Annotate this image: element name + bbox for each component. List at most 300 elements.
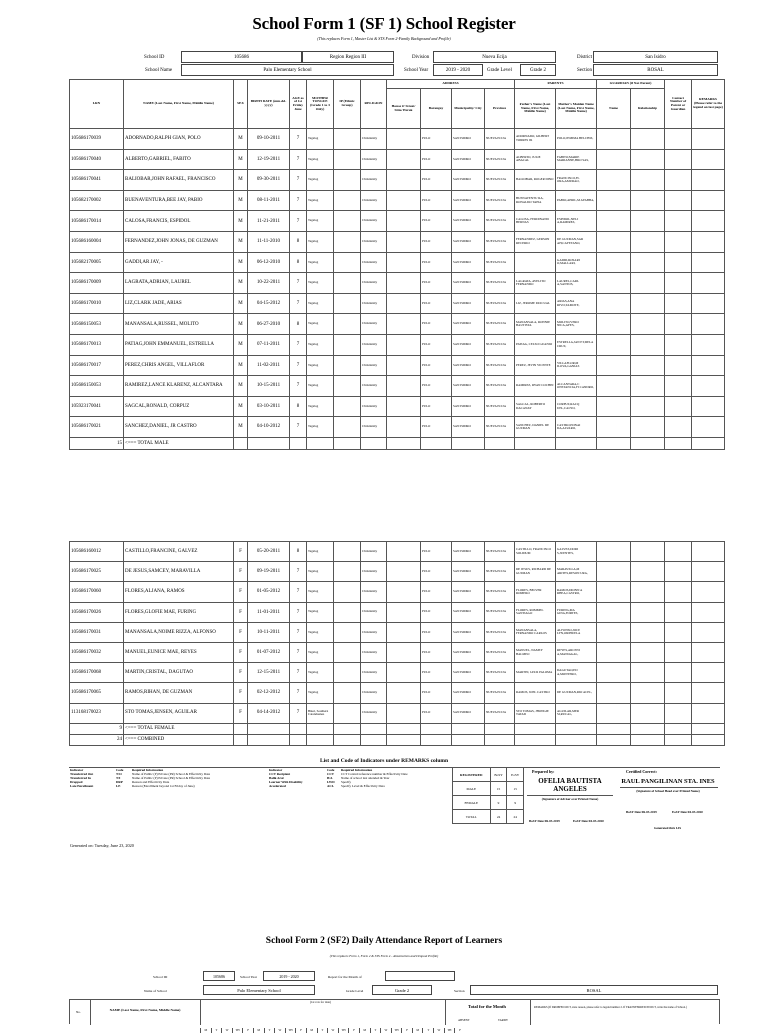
cell-age: 7 bbox=[290, 642, 307, 662]
cell-tongue: Tagalog bbox=[307, 314, 334, 335]
cell-grel bbox=[631, 376, 665, 397]
summary-table bbox=[452, 767, 524, 824]
cell-grel bbox=[631, 273, 665, 294]
table-row bbox=[70, 376, 725, 397]
sf2-dates-label: (1st row for date) bbox=[310, 1000, 331, 1004]
ind-col-required-r: Required Information bbox=[341, 768, 373, 772]
sf2-day-grid bbox=[200, 1018, 461, 1036]
region-label: Region bbox=[329, 54, 345, 60]
cell-house bbox=[387, 376, 421, 397]
cell-name: MANUEL,EUNICE MAE, REYES bbox=[124, 642, 234, 662]
indicators-divider bbox=[69, 767, 720, 768]
cell-barangay: PULO bbox=[421, 190, 452, 211]
ind-col-required: Required Information bbox=[132, 768, 164, 772]
cell-birth: 04-15-2012 bbox=[248, 293, 290, 314]
indicator-info: Name of Public (P) Private (PR) School & Effectivity Date bbox=[132, 771, 211, 776]
day-header: T bbox=[264, 1028, 275, 1033]
cell-name: MANANSALA,NOIME RIZZA, ALFONSO bbox=[124, 622, 234, 642]
cell-lrn: 105686170039 bbox=[70, 129, 124, 150]
sf2-no-label: No. bbox=[76, 1010, 81, 1014]
cell-municipality: SAN ISIDRO bbox=[452, 376, 485, 397]
cell-municipality: SAN ISIDRO bbox=[452, 703, 485, 723]
sum-male-label: MALE bbox=[453, 782, 491, 796]
division-field: Nueva Ecija bbox=[433, 51, 556, 63]
prepared-label: Prepared by: bbox=[532, 769, 555, 774]
cell-barangay: PULO bbox=[421, 683, 452, 703]
cell-municipality: SAN ISIDRO bbox=[452, 602, 485, 622]
certified-name: RAUL PANGILINAN STA. INES bbox=[621, 778, 715, 785]
cell-province: NUEVA ECIJA bbox=[485, 376, 515, 397]
cell-remarks bbox=[692, 562, 725, 582]
cell-name: CALOSA,FRANCIS, ESPIDOL bbox=[124, 211, 234, 232]
cell-contact bbox=[665, 129, 692, 150]
indicator-indicator: Learner With Disability bbox=[269, 779, 303, 784]
cell-barangay: PULO bbox=[421, 417, 452, 438]
cell-mother: LAUREL,CARL A,SANTOS, bbox=[556, 273, 597, 294]
indicator-info: Name of school last attended & Year bbox=[341, 775, 390, 780]
cell-age: 8 bbox=[290, 252, 307, 273]
table-row bbox=[70, 252, 725, 273]
cell-age: 7 bbox=[290, 376, 307, 397]
cell-ip bbox=[334, 376, 361, 397]
indicator-indicator: Dropped bbox=[70, 779, 83, 784]
cell-municipality: SAN ISIDRO bbox=[452, 190, 485, 211]
cell-remarks bbox=[692, 170, 725, 191]
cell-birth: 10-15-2011 bbox=[248, 376, 290, 397]
cell-remarks bbox=[692, 273, 725, 294]
cell-lrn: 105682170002 bbox=[70, 190, 124, 211]
cell-remarks bbox=[692, 129, 725, 150]
cell-tongue: Tagalog bbox=[307, 396, 334, 417]
indicator-code: ACL bbox=[327, 783, 334, 788]
total-female-row bbox=[70, 723, 725, 734]
cell-grel bbox=[631, 703, 665, 723]
cell-remarks bbox=[692, 622, 725, 642]
cell-age: 7 bbox=[290, 622, 307, 642]
day-header: T bbox=[370, 1028, 381, 1033]
grade-level-label: Grade Level bbox=[487, 68, 512, 73]
header-remarks-note: (Please refer to the legend on last page) bbox=[693, 101, 723, 109]
cell-age: 7 bbox=[290, 355, 307, 376]
day-header: M bbox=[359, 1028, 370, 1033]
table-row bbox=[70, 334, 725, 355]
cell-municipality: SAN ISIDRO bbox=[452, 314, 485, 335]
cell-barangay: PULO bbox=[421, 129, 452, 150]
cell-sex: M bbox=[234, 149, 248, 170]
cell-mother: FRANCISCO,FL ORA,AMURAO, bbox=[556, 170, 597, 191]
cell-gname bbox=[597, 231, 631, 252]
cell-municipality: SAN ISIDRO bbox=[452, 542, 485, 562]
indicator-code: DRP bbox=[116, 779, 123, 784]
cell-age: 7 bbox=[290, 663, 307, 683]
cell-remarks bbox=[692, 211, 725, 232]
school-name-label: School Name bbox=[145, 68, 173, 73]
cell-barangay: PULO bbox=[421, 149, 452, 170]
cell-remarks bbox=[692, 582, 725, 602]
cell-province: NUEVA ECIJA bbox=[485, 582, 515, 602]
cell-grel bbox=[631, 190, 665, 211]
sum-total-label: TOTAL bbox=[453, 810, 491, 824]
cell-sex: F bbox=[234, 562, 248, 582]
sum-bosy: BoSY bbox=[490, 768, 507, 782]
cell-tongue: Tagalog bbox=[307, 129, 334, 150]
cell-religion: Christianity bbox=[361, 582, 387, 602]
cell-age: 7 bbox=[290, 602, 307, 622]
sf2-divider-4 bbox=[530, 1000, 531, 1025]
header-father: Father's Name (Last Name, First Name, Middle Name) bbox=[515, 89, 556, 129]
register-table-female bbox=[69, 541, 725, 746]
sf2-absent-label: ABSENT bbox=[458, 1018, 470, 1022]
cell-municipality: SAN ISIDRO bbox=[452, 417, 485, 438]
table-row bbox=[70, 642, 725, 662]
cell-religion: Christianity bbox=[361, 703, 387, 723]
cell-birth: 11-11-2010 bbox=[248, 231, 290, 252]
cell-lrn: 105686150053 bbox=[70, 376, 124, 397]
cell-sex: F bbox=[234, 622, 248, 642]
cell-barangay: PULO bbox=[421, 642, 452, 662]
sf2-remarks-label: REMARKS (If DROPPED OUT, state reason, please refer to legend number 2. If TRANSFERRED IN/OUT, write the name of School.) bbox=[534, 1006, 687, 1009]
header-guardian: GUARDIAN (if Not Parent) bbox=[597, 80, 665, 89]
indicators-table-right bbox=[268, 769, 460, 789]
header-province: Province bbox=[485, 89, 515, 129]
cell-tongue: Tagalog bbox=[307, 562, 334, 582]
header-contact: Contact Number of Parent or Guardian bbox=[665, 80, 692, 129]
cell-lrn: 113168170023 bbox=[70, 703, 124, 723]
cell-province: NUEVA ECIJA bbox=[485, 334, 515, 355]
cell-tongue: Tagalog bbox=[307, 273, 334, 294]
cell-name: GADDI,AR JAY, - bbox=[124, 252, 234, 273]
cell-contact bbox=[665, 703, 692, 723]
cell-ip bbox=[334, 211, 361, 232]
cell-birth: 01-05-2012 bbox=[248, 582, 290, 602]
cell-lrn: 105686170025 bbox=[70, 562, 124, 582]
cell-birth: 11-02-2011 bbox=[248, 355, 290, 376]
cell-remarks bbox=[692, 149, 725, 170]
cell-birth: 12-19-2011 bbox=[248, 149, 290, 170]
day-header: F bbox=[454, 1028, 465, 1033]
sum-female-eosy: 9 bbox=[507, 796, 524, 810]
cell-contact bbox=[665, 542, 692, 562]
cell-contact bbox=[665, 211, 692, 232]
cell-birth: 11-21-2011 bbox=[248, 211, 290, 232]
cell-tongue: Tagalog bbox=[307, 542, 334, 562]
table-row bbox=[70, 542, 725, 562]
cell-birth: 04-14-2012 bbox=[248, 703, 290, 723]
header-age: AGE as of 1st Friday June bbox=[290, 80, 307, 129]
cell-province: NUEVA ECIJA bbox=[485, 293, 515, 314]
cell-father: FLORES, ROMMEL SANTIAGO bbox=[515, 602, 556, 622]
cell-lrn: 105686170009 bbox=[70, 273, 124, 294]
cell-mother: DE GUZMAN,RIO ACEL, bbox=[556, 683, 597, 703]
cell-religion: Christianity bbox=[361, 273, 387, 294]
cell-mother: POLO,JEMIMA BELCHIZ, bbox=[556, 129, 597, 150]
cell-province: NUEVA ECIJA bbox=[485, 170, 515, 191]
sf2-table-header bbox=[69, 999, 720, 1032]
cell-name: SANCHEZ,DANIEL, JR CASTRO bbox=[124, 417, 234, 438]
cell-gname bbox=[597, 252, 631, 273]
cell-remarks bbox=[692, 542, 725, 562]
header-ip: IP (Ethnic Group) bbox=[334, 80, 361, 129]
cell-remarks bbox=[692, 602, 725, 622]
sf2-grade-level-label: Grade Level bbox=[346, 989, 364, 993]
day-header: TH bbox=[444, 1028, 455, 1033]
indicator-indicator: Accelerated bbox=[269, 783, 286, 788]
prepared-caption: (Signature of Adviser over Printed Name) bbox=[541, 797, 599, 801]
cell-municipality: SAN ISIDRO bbox=[452, 211, 485, 232]
table-row bbox=[70, 170, 725, 191]
cell-mother: VILLAFLOR,M ILOVA,GANIAS bbox=[556, 355, 597, 376]
cell-remarks bbox=[692, 355, 725, 376]
cell-tongue: Tagalog bbox=[307, 170, 334, 191]
day-header: T bbox=[317, 1028, 328, 1033]
cell-lrn: 105686170040 bbox=[70, 149, 124, 170]
cell-grel bbox=[631, 622, 665, 642]
table-row bbox=[70, 129, 725, 150]
cell-grel bbox=[631, 582, 665, 602]
sf2-total-label: Total for the Month bbox=[468, 1004, 506, 1009]
male-rows bbox=[70, 129, 725, 438]
cell-mother: GALVEZ,DORI S,JUENTES, bbox=[556, 542, 597, 562]
cell-ip bbox=[334, 334, 361, 355]
indicator-row bbox=[69, 785, 265, 789]
cell-birth: 07-11-2011 bbox=[248, 334, 290, 355]
cell-lrn: 105686170032 bbox=[70, 642, 124, 662]
indicator-code: T/I bbox=[116, 775, 121, 780]
cell-birth: 10-22-2011 bbox=[248, 273, 290, 294]
cell-lrn: 105686160004 bbox=[70, 231, 124, 252]
cell-birth: 06-12-2010 bbox=[248, 252, 290, 273]
sum-female-label: FEMALE bbox=[453, 796, 491, 810]
cell-contact bbox=[665, 252, 692, 273]
cell-house bbox=[387, 293, 421, 314]
ind-col-indicator: Indicator bbox=[70, 768, 84, 772]
cell-ip bbox=[334, 582, 361, 602]
cell-lrn: 105686170041 bbox=[70, 170, 124, 191]
cell-age: 7 bbox=[290, 334, 307, 355]
cell-province: NUEVA ECIJA bbox=[485, 190, 515, 211]
cell-contact bbox=[665, 683, 692, 703]
table-row bbox=[70, 355, 725, 376]
cell-birth: 04-10-2012 bbox=[248, 417, 290, 438]
cell-sex: F bbox=[234, 703, 248, 723]
form1-subtitle: (This replaces Form 1, Master List & STS Form 2-Family Background and Profile) bbox=[317, 36, 451, 41]
cell-name: ALBERTO,GABRIEL, FABITO bbox=[124, 149, 234, 170]
ind-col-indicator-r: Indicator bbox=[269, 768, 283, 772]
cell-barangay: PULO bbox=[421, 334, 452, 355]
cell-barangay: PULO bbox=[421, 355, 452, 376]
cell-province: NUEVA ECIJA bbox=[485, 231, 515, 252]
cell-name: MARTIN,CRISTAL, DAGUTAO bbox=[124, 663, 234, 683]
cell-religion: Christianity bbox=[361, 622, 387, 642]
table-row bbox=[70, 622, 725, 642]
cell-municipality: SAN ISIDRO bbox=[452, 293, 485, 314]
cell-house bbox=[387, 334, 421, 355]
cell-name: FLORES,ALJANA, RAMOS bbox=[124, 582, 234, 602]
sf2-section: ROSAL bbox=[470, 985, 718, 995]
cell-sex: M bbox=[234, 417, 248, 438]
cell-municipality: SAN ISIDRO bbox=[452, 683, 485, 703]
cell-province: NUEVA ECIJA bbox=[485, 252, 515, 273]
cell-contact bbox=[665, 334, 692, 355]
cell-tongue: Tagalog bbox=[307, 663, 334, 683]
sf2-divider-1 bbox=[90, 1000, 91, 1025]
indicator-info: Reason (Enrollment beyond 1st Friday of June) bbox=[132, 783, 195, 788]
indicator-indicator: CCT Recipient bbox=[269, 771, 291, 776]
cell-grel bbox=[631, 355, 665, 376]
cell-tongue: Tagalog bbox=[307, 582, 334, 602]
cell-name: BUENAVENTURA,BEE JAY, PABIO bbox=[124, 190, 234, 211]
cell-grel bbox=[631, 396, 665, 417]
cell-house bbox=[387, 170, 421, 191]
indicator-row bbox=[268, 785, 460, 789]
cell-gname bbox=[597, 396, 631, 417]
cell-age: 7 bbox=[290, 170, 307, 191]
cell-ip bbox=[334, 252, 361, 273]
cell-religion: Christianity bbox=[361, 417, 387, 438]
cell-birth: 02-12-2012 bbox=[248, 683, 290, 703]
cell-ip bbox=[334, 703, 361, 723]
cell-grel bbox=[631, 170, 665, 191]
cell-province: NUEVA ECIJA bbox=[485, 355, 515, 376]
cell-contact bbox=[665, 355, 692, 376]
cell-father: LIZ, JEROME PASCUAL bbox=[515, 293, 556, 314]
school-name-field: Palo Elementary School bbox=[181, 64, 394, 76]
cell-barangay: PULO bbox=[421, 663, 452, 683]
cell-tongue: Tagalog bbox=[307, 355, 334, 376]
cell-remarks bbox=[692, 293, 725, 314]
table-row bbox=[70, 231, 725, 252]
section-label: Section bbox=[577, 68, 592, 73]
cell-municipality: SAN ISIDRO bbox=[452, 355, 485, 376]
indicator-info: Name of Public (P) Private (PR) School & Effectivity Date bbox=[132, 775, 211, 780]
cell-house bbox=[387, 231, 421, 252]
cell-ip bbox=[334, 663, 361, 683]
header-parents: PARENTS bbox=[515, 80, 597, 89]
cell-religion: Christianity bbox=[361, 231, 387, 252]
cell-gname bbox=[597, 273, 631, 294]
cell-father: FLORES, BELVER ROMERO bbox=[515, 582, 556, 602]
cell-birth: 08-11-2011 bbox=[248, 190, 290, 211]
cell-municipality: SAN ISIDRO bbox=[452, 642, 485, 662]
cell-house bbox=[387, 582, 421, 602]
cell-house bbox=[387, 622, 421, 642]
day-header: W bbox=[380, 1028, 391, 1033]
cell-grel bbox=[631, 683, 665, 703]
cell-house bbox=[387, 252, 421, 273]
cell-name: FERNANDEZ,JOHN JONAS, DE GUZMAN bbox=[124, 231, 234, 252]
cell-mother: CORPUZ,RACQ UEL,CALYO, bbox=[556, 396, 597, 417]
header-municipality: Municipality/ City bbox=[452, 89, 485, 129]
cell-remarks bbox=[692, 683, 725, 703]
cell-mother: DE GUZMAN,SAR AH,CAYETANO, bbox=[556, 231, 597, 252]
cell-age: 7 bbox=[290, 149, 307, 170]
cell-barangay: PULO bbox=[421, 376, 452, 397]
cell-mother: ALCANTARA,C ONSTANCIA,FI CANDRO, bbox=[556, 376, 597, 397]
sf2-tardy-label: TARDY bbox=[498, 1018, 509, 1022]
cell-tongue: Tagalog bbox=[307, 334, 334, 355]
cell-age: 7 bbox=[290, 273, 307, 294]
cell-barangay: PULO bbox=[421, 252, 452, 273]
header-name: NAME (Last Name, First Name, Middle Name) bbox=[124, 80, 234, 129]
cell-birth: 11-01-2011 bbox=[248, 602, 290, 622]
indicator-indicator: Balik Aral bbox=[269, 775, 284, 780]
cell-province: NUEVA ECIJA bbox=[485, 273, 515, 294]
cell-sex: M bbox=[234, 252, 248, 273]
cell-birth: 03-10-2011 bbox=[248, 396, 290, 417]
form1-title: School Form 1 (SF 1) School Register bbox=[252, 14, 516, 33]
table-row bbox=[70, 149, 725, 170]
indicator-code: B/A bbox=[327, 775, 333, 780]
indicator-code: CCT bbox=[327, 771, 334, 776]
cell-municipality: SAN ISIDRO bbox=[452, 231, 485, 252]
table-row bbox=[70, 663, 725, 683]
cell-house bbox=[387, 129, 421, 150]
cell-municipality: SAN ISIDRO bbox=[452, 396, 485, 417]
day-header: F bbox=[295, 1028, 306, 1033]
cell-sex: M bbox=[234, 211, 248, 232]
cell-father: MANUEL, NAMSY BALMEO bbox=[515, 642, 556, 662]
cell-mother: ESTRELLA,JAN ET,DELA CRUZ, bbox=[556, 334, 597, 355]
cell-age: 7 bbox=[290, 562, 307, 582]
sum-male-bosy: 15 bbox=[490, 782, 507, 796]
table-row bbox=[70, 293, 725, 314]
cell-religion: Christianity bbox=[361, 355, 387, 376]
cell-birth: 09-10-2011 bbox=[248, 129, 290, 150]
cell-contact bbox=[665, 582, 692, 602]
day-header: M bbox=[412, 1028, 423, 1033]
sf2-school-name-label: Name of School bbox=[144, 989, 167, 993]
cell-barangay: PULO bbox=[421, 273, 452, 294]
cell-gname bbox=[597, 683, 631, 703]
cell-barangay: PULO bbox=[421, 562, 452, 582]
cell-province: NUEVA ECIJA bbox=[485, 149, 515, 170]
female-rows bbox=[70, 542, 725, 724]
cell-lrn: 105686160012 bbox=[70, 542, 124, 562]
cell-ip bbox=[334, 273, 361, 294]
cell-mother: ARIAS,ANA RIVO,TAMOTE, bbox=[556, 293, 597, 314]
sum-eosy: EoSY bbox=[507, 768, 524, 782]
cell-province: NUEVA ECIJA bbox=[485, 542, 515, 562]
total-male-row bbox=[70, 437, 725, 449]
cell-father: CASTILLO, FRANCISCO SOLIDUM bbox=[515, 542, 556, 562]
cell-sex: M bbox=[234, 231, 248, 252]
cell-sex: M bbox=[234, 273, 248, 294]
cell-grel bbox=[631, 417, 665, 438]
table-row bbox=[70, 273, 725, 294]
cell-barangay: PULO bbox=[421, 231, 452, 252]
sf2-school-year-label: School Year bbox=[240, 975, 257, 979]
cell-religion: Christianity bbox=[361, 602, 387, 622]
cell-house bbox=[387, 683, 421, 703]
cell-municipality: SAN ISIDRO bbox=[452, 252, 485, 273]
header-sex: SEX bbox=[234, 80, 248, 129]
cell-name: SAGCAL,RONALD, CORPUZ bbox=[124, 396, 234, 417]
cell-gname bbox=[597, 129, 631, 150]
cell-age: 7 bbox=[290, 211, 307, 232]
cell-father: ALBERTO, JULIE ABACAL bbox=[515, 149, 556, 170]
cell-name: LIZ,CLARK JADE, ARIAS bbox=[124, 293, 234, 314]
cell-name: RAMOS,RIHAN, DE GUZMAN bbox=[124, 683, 234, 703]
header-remarks-title: REMARKS bbox=[699, 97, 717, 102]
cell-province: NUEVA ECIJA bbox=[485, 622, 515, 642]
combined-count: 24 bbox=[70, 734, 124, 745]
certified-label: Certified Correct: bbox=[626, 769, 657, 774]
cell-province: NUEVA ECIJA bbox=[485, 417, 515, 438]
day-header: TH bbox=[285, 1028, 296, 1033]
day-header: M bbox=[253, 1028, 264, 1033]
cell-birth: 09-30-2011 bbox=[248, 170, 290, 191]
cell-province: NUEVA ECIJA bbox=[485, 703, 515, 723]
